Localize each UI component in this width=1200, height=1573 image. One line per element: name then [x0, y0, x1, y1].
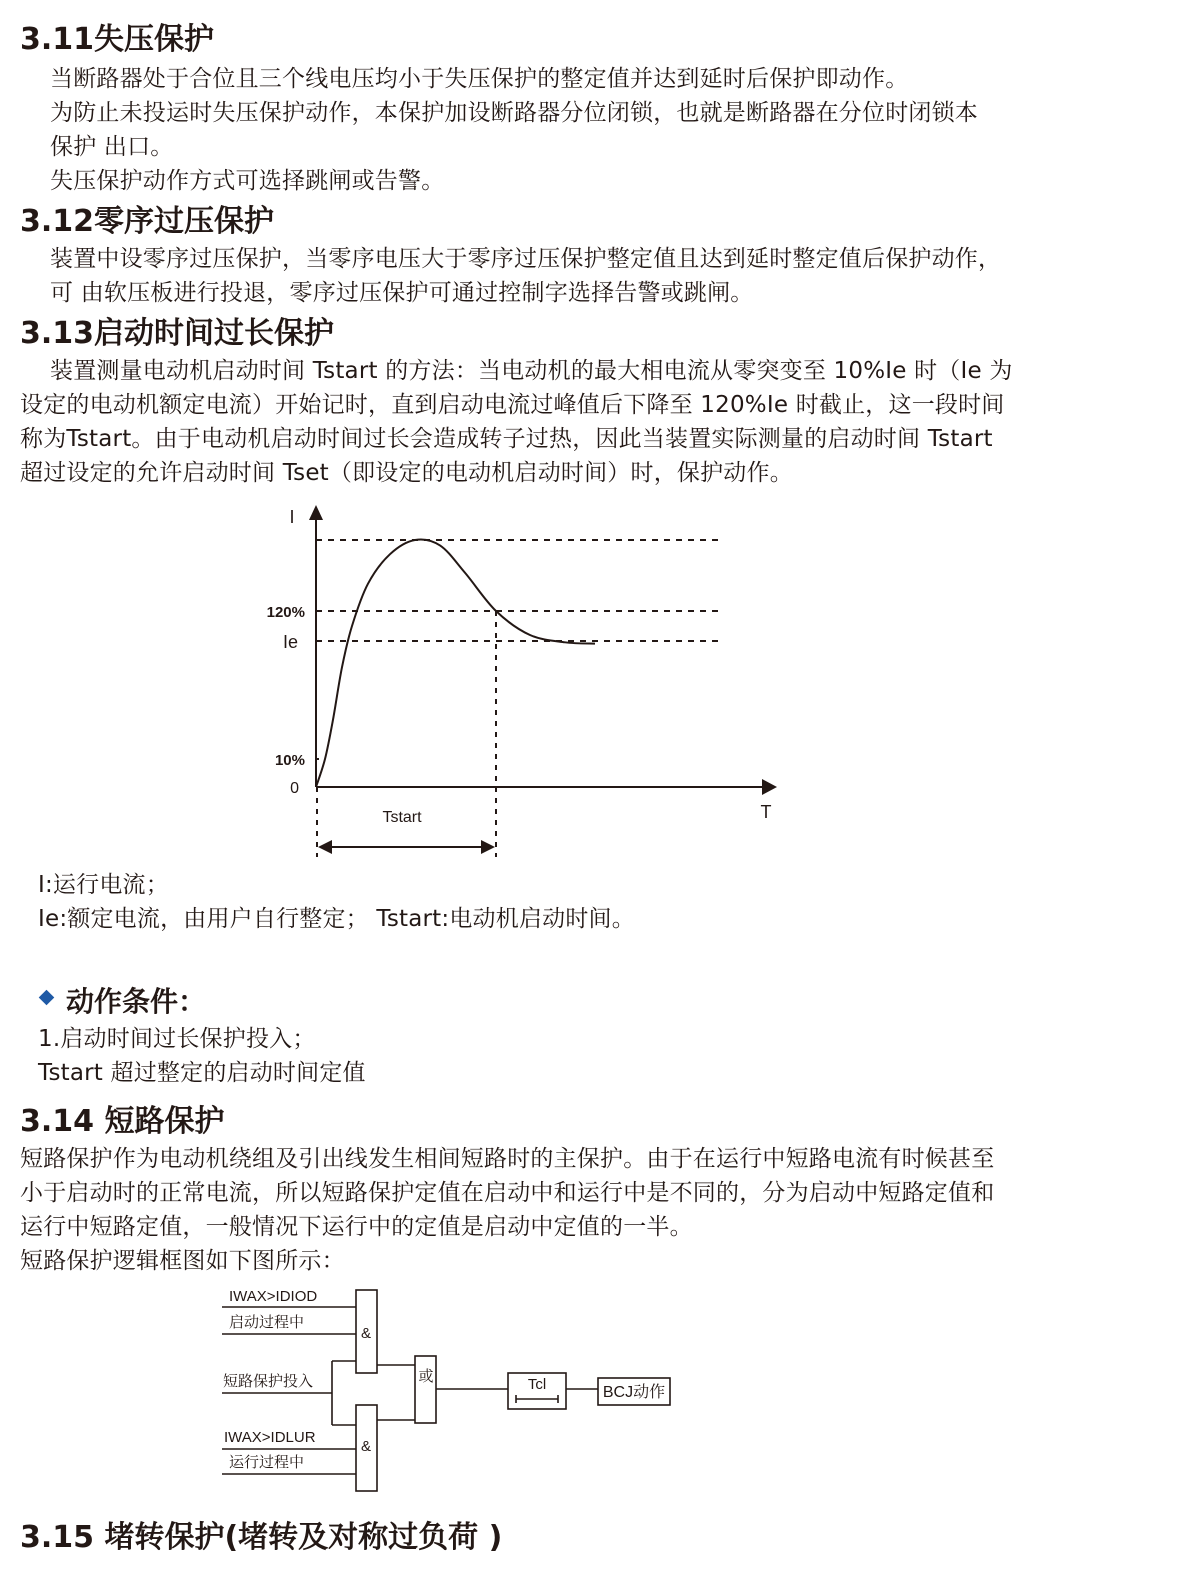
- input-label: 运行过程中: [229, 1454, 305, 1471]
- input-label: IWAX>IDIOD: [229, 1288, 318, 1305]
- tstart-span-label: Tstart: [382, 809, 422, 826]
- y-axis-arrow-icon: [309, 505, 323, 520]
- y-axis-label: I: [289, 507, 295, 527]
- paragraph-line: 短路保护作为电动机绕组及引出线发生相间短路时的主保护。由于在运行中短路电流有时候甚至: [20, 1146, 995, 1172]
- chart-reference-lines: [316, 540, 720, 857]
- current-curve: [316, 539, 595, 787]
- arrow-left-icon: [318, 840, 332, 854]
- chart-axes: [309, 505, 777, 795]
- paragraph-line: 称为Tstart。由于电动机启动时间过长会造成转子过热，因此当装置实际测量的启动时间 Tstart: [20, 426, 993, 452]
- arrow-right-icon: [481, 840, 495, 854]
- start-time-chart: [0, 495, 800, 865]
- paragraph-line: 可 由软压板进行投退，零序过压保护可通过控制字选择告警或跳闸。: [50, 280, 754, 306]
- tstart-span-arrow: [318, 840, 495, 854]
- output-label: BCJ动作: [602, 1384, 666, 1401]
- paragraph-line: 短路保护逻辑框图如下图所示：: [20, 1248, 345, 1274]
- legend-line-i: I:运行电流；: [38, 872, 169, 898]
- conditions-title: 动作条件：: [66, 985, 207, 1018]
- or-gate: [415, 1356, 436, 1423]
- y-tick-label-10: 10%: [274, 752, 305, 769]
- section-3-11-title: 3.11失压保护: [20, 22, 215, 57]
- section-3-15-title: 3.15 堵转保护(堵转及对称过负荷 ): [20, 1520, 503, 1555]
- paragraph-line: 失压保护动作方式可选择跳闸或告警。: [50, 168, 445, 194]
- condition-item: Tstart 超过整定的启动时间定值: [38, 1060, 366, 1086]
- x-axis-arrow-icon: [762, 779, 777, 795]
- input-label: 短路保护投入: [223, 1373, 314, 1390]
- paragraph-line: 装置测量电动机启动时间 Tstart 的方法：当电动机的最大相电流从零突变至 10%Ie 时（Ie 为: [50, 358, 1013, 384]
- paragraph-line: 保护 出口。: [50, 134, 174, 160]
- diamond-bullet-icon: [39, 990, 55, 1006]
- paragraph-line: 为防止未投运时失压保护动作，本保护加设断路器分位闭锁，也就是断路器在分位时闭锁本: [50, 100, 978, 126]
- or-gate-label: 或: [418, 1368, 434, 1385]
- input-label: 启动过程中: [229, 1314, 305, 1331]
- section-3-12-title: 3.12零序过压保护: [20, 204, 275, 239]
- condition-item: 1.启动时间过长保护投入；: [38, 1026, 316, 1052]
- paragraph-line: 设定的电动机额定电流）开始记时，直到启动电流过峰值后下降至 120%Ie 时截止，这一段时间: [20, 392, 1005, 418]
- paragraph-line: 运行中短路定值，一般情况下运行中的定值是启动中定值的一半。: [20, 1214, 693, 1240]
- timer-label: Tcl: [527, 1376, 547, 1393]
- section-3-13-title: 3.13启动时间过长保护: [20, 316, 335, 351]
- short-circuit-logic-diagram: [200, 1280, 700, 1500]
- and-gate-label: &: [360, 1325, 372, 1342]
- and-gate-label: &: [360, 1438, 372, 1455]
- y-tick-label-ie: Ie: [282, 632, 298, 652]
- y-tick-label-120: 120%: [266, 604, 305, 621]
- y-tick-label-0: 0: [290, 780, 299, 797]
- paragraph-line: 小于启动时的正常电流，所以短路保护定值在启动中和运行中是不同的，分为启动中短路定值和: [20, 1180, 995, 1206]
- legend-line-ie: Ie:额定电流，由用户自行整定； Tstart:电动机启动时间。: [38, 906, 635, 932]
- paragraph-line: 当断路器处于合位且三个线电压均小于失压保护的整定值并达到延时后保护即动作。: [50, 66, 909, 92]
- paragraph-line: 超过设定的允许启动时间 Tset（即设定的电动机启动时间）时，保护动作。: [20, 460, 793, 486]
- section-3-14-title: 3.14 短路保护: [20, 1104, 225, 1139]
- paragraph-line: 装置中设零序过压保护，当零序电压大于零序过压保护整定值且达到延时整定值后保护动作，: [50, 246, 1002, 272]
- input-label: IWAX>IDLUR: [224, 1429, 316, 1446]
- x-axis-label: T: [760, 802, 772, 822]
